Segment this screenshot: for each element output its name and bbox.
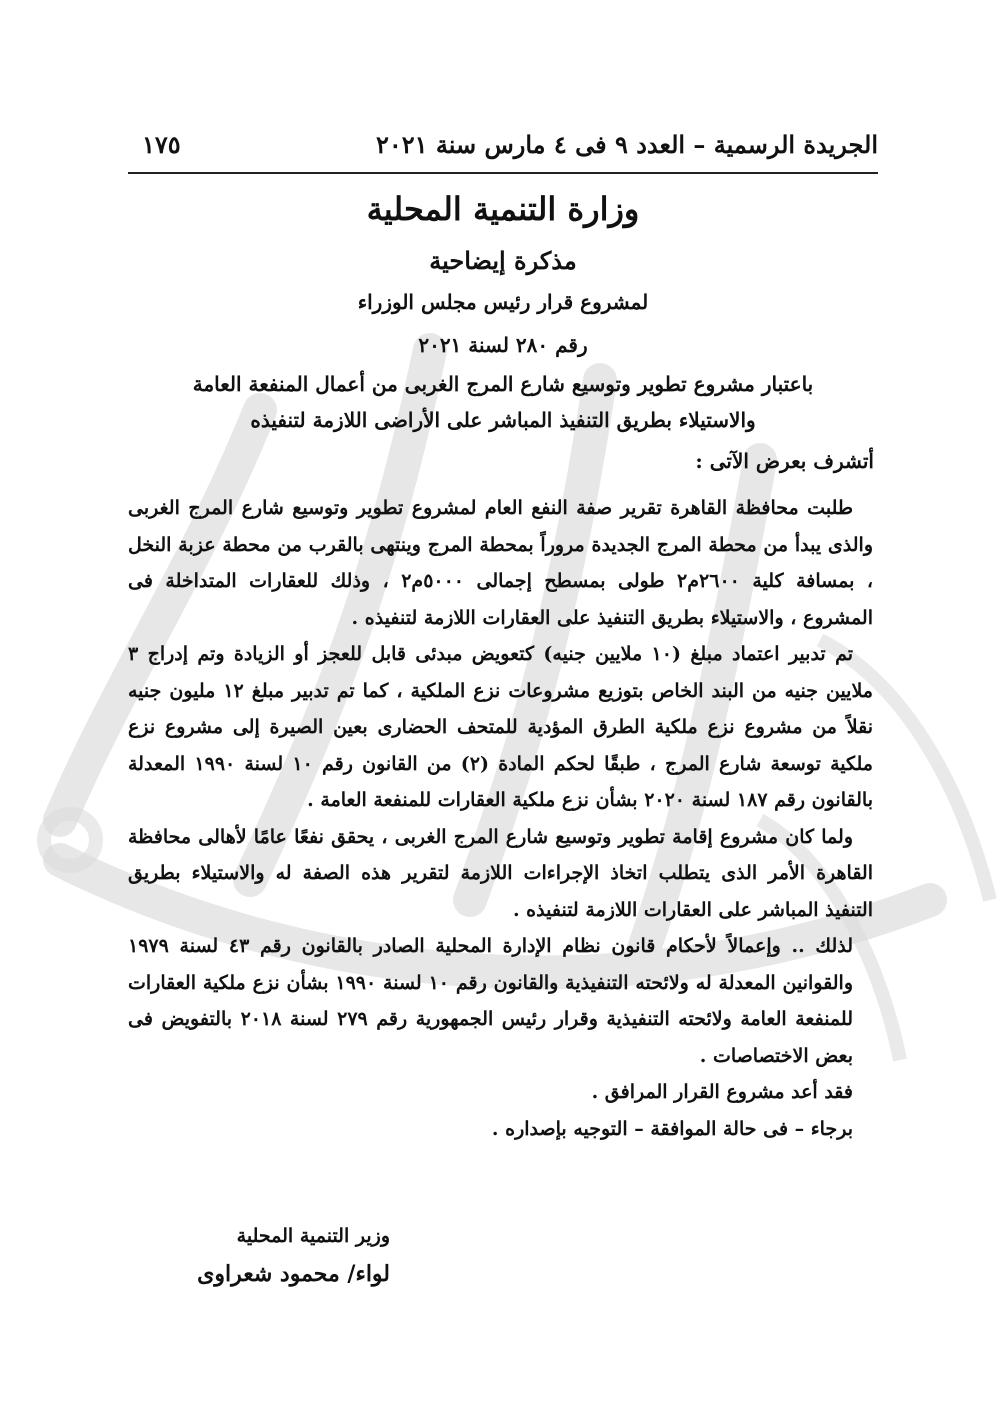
subject-line-1: لمشروع قرار رئيس مجلس الوزراء xyxy=(357,290,649,314)
page-header xyxy=(128,128,878,174)
subject-line-2: رقم ٢٨٠ لسنة ٢٠٢١ xyxy=(418,333,588,357)
paragraph: طلبت محافظة القاهرة تقرير صفة النفع العام لمشروع تطوير وتوسيع شارع المرج الغربى والذى يبدأ من محطة المرج الجديدة مروراً بمحطة المرج وينتهى بالقرب من محطة عزبة النخل ، بمسافة كلية ٢٦٠٠م٢ طولى بمسطح إجمالى ٥٠٠٠م٢ ، وذلك للعقارات المتداخلة فى المشروع ، والاستيلاء بطريق التنفيذ على العقارات اللازمة لتنفيذه . xyxy=(128,497,874,629)
ministry-heading: وزارة التنمية المحلية xyxy=(366,190,640,228)
paragraph: لذلك .. وإعمالاً لأحكام قانون نظام الإدارة المحلية الصادر بالقانون رقم ٤٣ لسنة ١٩٧٩ والقوانين المعدلة له ولائحته التنفيذية والقانون رقم ١٠ لسنة ١٩٩٠ بشأن نزع ملكية العقارات للمنفعة العامة ولائحته التنفيذية وقرار رئيس الجمهورية رقم ٢٧٩ لسنة ٢٠١٨ بالتفويض فى بعض الاختصاصات . xyxy=(128,935,853,1067)
memo-body xyxy=(128,490,873,1147)
signatory-role: وزير التنمية المحلية xyxy=(236,1225,390,1247)
paragraph: برجاء – فى حالة الموافقة – التوجيه بإصداره . xyxy=(491,1117,853,1140)
subject-line-4: والاستيلاء بطريق التنفيذ المباشر على الأراضى اللازمة لتنفيذه xyxy=(250,408,756,432)
paragraph: تم تدبير اعتماد مبلغ (١٠ ملايين جنيه) كتعويض مبدئى قابل للعجز أو الزيادة وتم إدراج ٣ ملايين جنيه من البند الخاص بتوزيع مشروعات نزع الملكية ، كما تم تدبير مبلغ ١٢ مليون جنيه نقلاً من مشروع نزع ملكية الطرق المؤدية للمتحف الحضارى بعين الصيرة إلى مشروع نزع ملكية توسعة شارع المرج ، طبقًا لحكم المادة (٢) من القانون رقم ١٠ لسنة ١٩٩٠ المعدلة بالقانون رقم ١٨٧ لسنة ٢٠٢٠ بشأن نزع ملكية العقارات للمنفعة العامة . xyxy=(128,643,873,811)
greeting: أتشرف بعرض الآتى : xyxy=(695,449,874,473)
page-number: ١٧٥ xyxy=(142,130,181,159)
signatory-name: لواء/ محمود شعراوى xyxy=(197,1261,390,1287)
gazette-title: الجريدة الرسمية – العدد ٩ فى ٤ مارس سنة ٢٠٢١ xyxy=(375,130,878,159)
signature-block xyxy=(190,1225,390,1287)
memo-title: مذكرة إيضاحية xyxy=(429,246,577,275)
paragraph: ولما كان مشروع إقامة تطوير وتوسيع شارع المرج الغربى ، يحقق نفعًا عامًا لأهالى محافظة القاهرة الأمر الذى يتطلب اتخاذ الإجراءات اللازمة لتقرير هذه الصفة له والاستيلاء بطريق التنفيذ المباشر على العقارات اللازمة لتنفيذه . xyxy=(128,825,873,921)
paragraph: فقد أعد مشروع القرار المرافق . xyxy=(591,1081,853,1103)
subject-line-3: باعتبار مشروع تطوير وتوسيع شارع المرج الغربى من أعمال المنفعة العامة xyxy=(192,372,814,396)
